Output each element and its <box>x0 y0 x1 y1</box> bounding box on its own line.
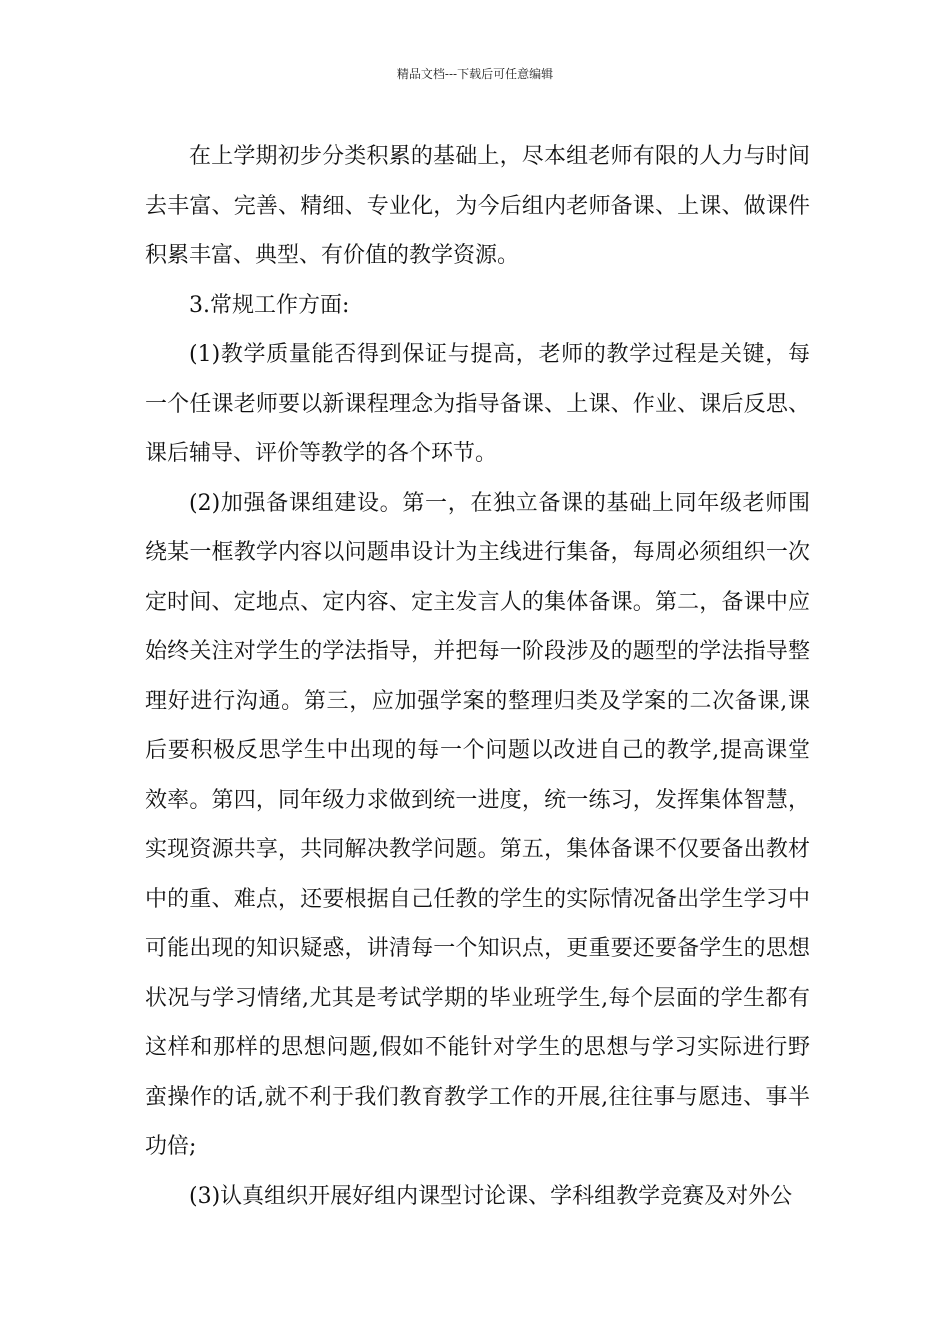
paragraph-item-3: (3)认真组织开展好组内课型讨论课、学科组教学竞赛及对外公 <box>189 1183 793 1209</box>
paragraph-item-2: (2)加强备课组建设。第一，在独立备课的基础上同年级老师围绕某一框教学内容以问题串设计为主线进行集备，每周必须组织一次定时间、定地点、定内容、定主发言人的集体备课。第二，备课中应始终关注对学生的学法指导，并把每一阶段涉及的题型的学法指导整理好进行沟通。第三，应加强学案的整理归类及学案的二次备课,课后要积极反思学生中出现的每一个问题以改进自己的教学,提高课堂效率。第四，同年级力求做到统一进度，统一练习，发挥集体智慧，实现资源共享，共同解决教学问题。第五，集体备课不仅要备出教材中的重、难点，还要根据自己任教的学生的实际情况备出学生学习中可能出现的知识疑惑，讲清每一个知识点，更重要还要备学生的思想状况与学习情绪,尤其是考试学期的毕业班学生,每个层面的学生都有这样和那样的思想问题,假如不能针对学生的思想与学习实际进行野蛮操作的话,就不利于我们教育教学工作的开展,往往事与愿违、事半功倍; <box>145 490 810 1159</box>
paragraph-routine-work-heading: 3.常规工作方面: <box>189 292 350 318</box>
page-header: 精品文档---下载后可任意编辑 <box>396 67 554 81</box>
paragraph-item-1: (1)教学质量能否得到保证与提高，老师的教学过程是关键，每一个任课老师要以新课程理念为指导备课、上课、作业、课后反思、课后辅导、评价等教学的各个环节。 <box>145 342 810 466</box>
document-body <box>145 132 810 1221</box>
paragraph-resource-building: 在上学期初步分类积累的基础上，尽本组老师有限的人力与时间去丰富、完善、精细、专业化，为今后组内老师备课、上课、做课件积累丰富、典型、有价值的教学资源。 <box>145 144 810 268</box>
